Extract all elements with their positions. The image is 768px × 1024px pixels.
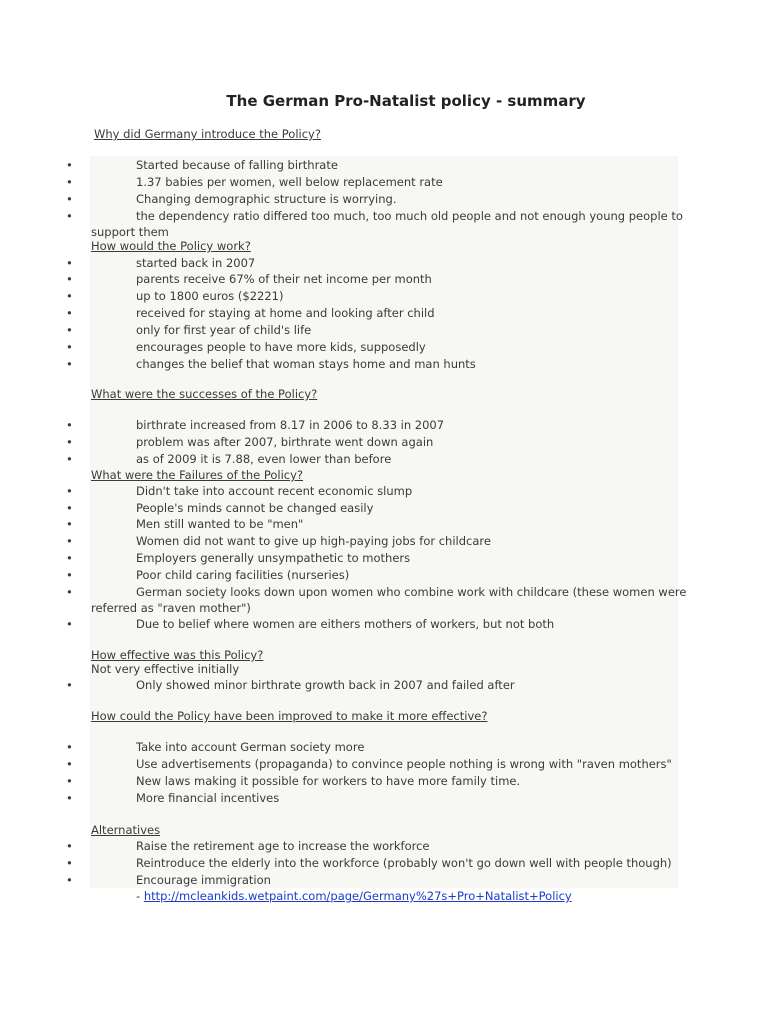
list-item: • started back in 2007 — [66, 256, 256, 270]
section-heading-alternatives: Alternatives — [91, 823, 161, 837]
list-item: • changes the belief that woman stays home and man hunts — [66, 357, 476, 371]
bullet-icon: • — [66, 306, 73, 320]
bullet-icon: • — [66, 757, 73, 771]
list-item-continuation: support them — [91, 225, 169, 239]
list-item: • Raise the retirement age to increase the workforce — [66, 839, 430, 853]
list-item: • Poor child caring facilities (nurseries) — [66, 568, 350, 582]
list-item: • Only showed minor birthrate growth back in 2007 and failed after — [66, 678, 515, 692]
bullet-icon: • — [66, 272, 73, 286]
bullet-icon: • — [66, 209, 73, 223]
list-item: • New laws making it possible for workers to have more family time. — [66, 774, 521, 788]
bullet-icon: • — [66, 839, 73, 853]
bullet-icon: • — [66, 873, 73, 887]
list-item: • Reintroduce the elderly into the workforce (probably won't go down well with people though) — [66, 856, 672, 870]
list-item: • Men still wanted to be "men" — [66, 517, 304, 531]
bullet-icon: • — [66, 678, 73, 692]
list-item: • People's minds cannot be changed easily — [66, 501, 374, 515]
bullet-icon: • — [66, 418, 73, 432]
list-item-continuation: referred as "raven mother") — [91, 601, 251, 615]
list-item: • the dependency ratio differed too much, too much old people and not enough young people to — [66, 209, 683, 223]
source-link[interactable]: http://mcleankids.wetpaint.com/page/Germany%27s+Pro+Natalist+Policy — [143, 889, 572, 903]
list-item: • Use advertisements (propaganda) to convince people nothing is wrong with "raven mothers" — [66, 757, 672, 771]
list-item: • only for first year of child's life — [66, 323, 312, 337]
bullet-icon: • — [66, 551, 73, 565]
list-item: • as of 2009 it is 7.88, even lower than before — [66, 452, 392, 466]
bullet-icon: • — [66, 791, 73, 805]
bullet-icon: • — [66, 323, 73, 337]
list-item: • birthrate increased from 8.17 in 2006 to 8.33 in 2007 — [66, 418, 445, 432]
list-item: • up to 1800 euros ($2221) — [66, 289, 284, 303]
bullet-icon: • — [66, 452, 73, 466]
bullet-icon: • — [66, 534, 73, 548]
list-item: • Take into account German society more — [66, 740, 365, 754]
source-prefix: - — [136, 889, 144, 903]
bullet-icon: • — [66, 585, 73, 599]
bullet-icon: • — [66, 175, 73, 189]
list-item: • problem was after 2007, birthrate went down again — [66, 435, 434, 449]
bullet-icon: • — [66, 568, 73, 582]
bullet-icon: • — [66, 517, 73, 531]
list-item: • Encourage immigration — [66, 873, 271, 887]
bullet-icon: • — [66, 740, 73, 754]
effectiveness-note: Not very effective initially — [91, 662, 240, 676]
bullet-icon: • — [66, 357, 73, 371]
bullet-icon: • — [66, 501, 73, 515]
bullet-icon: • — [66, 484, 73, 498]
bullet-icon: • — [66, 158, 73, 172]
bullet-icon: • — [66, 289, 73, 303]
list-item: • Due to belief where women are eithers mothers of workers, but not both — [66, 617, 555, 631]
list-item: • German society looks down upon women who combine work with childcare (these women were — [66, 585, 687, 599]
bullet-icon: • — [66, 192, 73, 206]
list-item: • Didn't take into account recent economic slump — [66, 484, 413, 498]
list-item: • Changing demographic structure is worrying. — [66, 192, 397, 206]
bullet-icon: • — [66, 856, 73, 870]
list-item: • 1.37 babies per women, well below replacement rate — [66, 175, 443, 189]
section-heading-failures: What were the Failures of the Policy? — [91, 468, 304, 482]
section-heading-successes: What were the successes of the Policy? — [91, 387, 318, 401]
list-item: • Employers generally unsympathetic to mothers — [66, 551, 411, 565]
section-heading-effective: How effective was this Policy? — [91, 648, 264, 662]
section-heading-how: How would the Policy work? — [91, 239, 251, 253]
bullet-icon: • — [66, 774, 73, 788]
list-item: • received for staying at home and looking after child — [66, 306, 435, 320]
bullet-icon: • — [66, 617, 73, 631]
source-line — [136, 888, 572, 905]
section-heading-improved: How could the Policy have been improved to make it more effective? — [91, 709, 488, 723]
bullet-icon: • — [66, 256, 73, 270]
list-item: • Women did not want to give up high-paying jobs for childcare — [66, 534, 491, 548]
page-title: The German Pro-Natalist policy - summary — [226, 92, 586, 110]
list-item: • More financial incentives — [66, 791, 280, 805]
bullet-icon: • — [66, 340, 73, 354]
list-item: • parents receive 67% of their net income per month — [66, 272, 432, 286]
list-item: • Started because of falling birthrate — [66, 158, 338, 172]
bullet-icon: • — [66, 435, 73, 449]
list-item: • encourages people to have more kids, supposedly — [66, 340, 426, 354]
section-heading-why: Why did Germany introduce the Policy? — [94, 127, 321, 141]
